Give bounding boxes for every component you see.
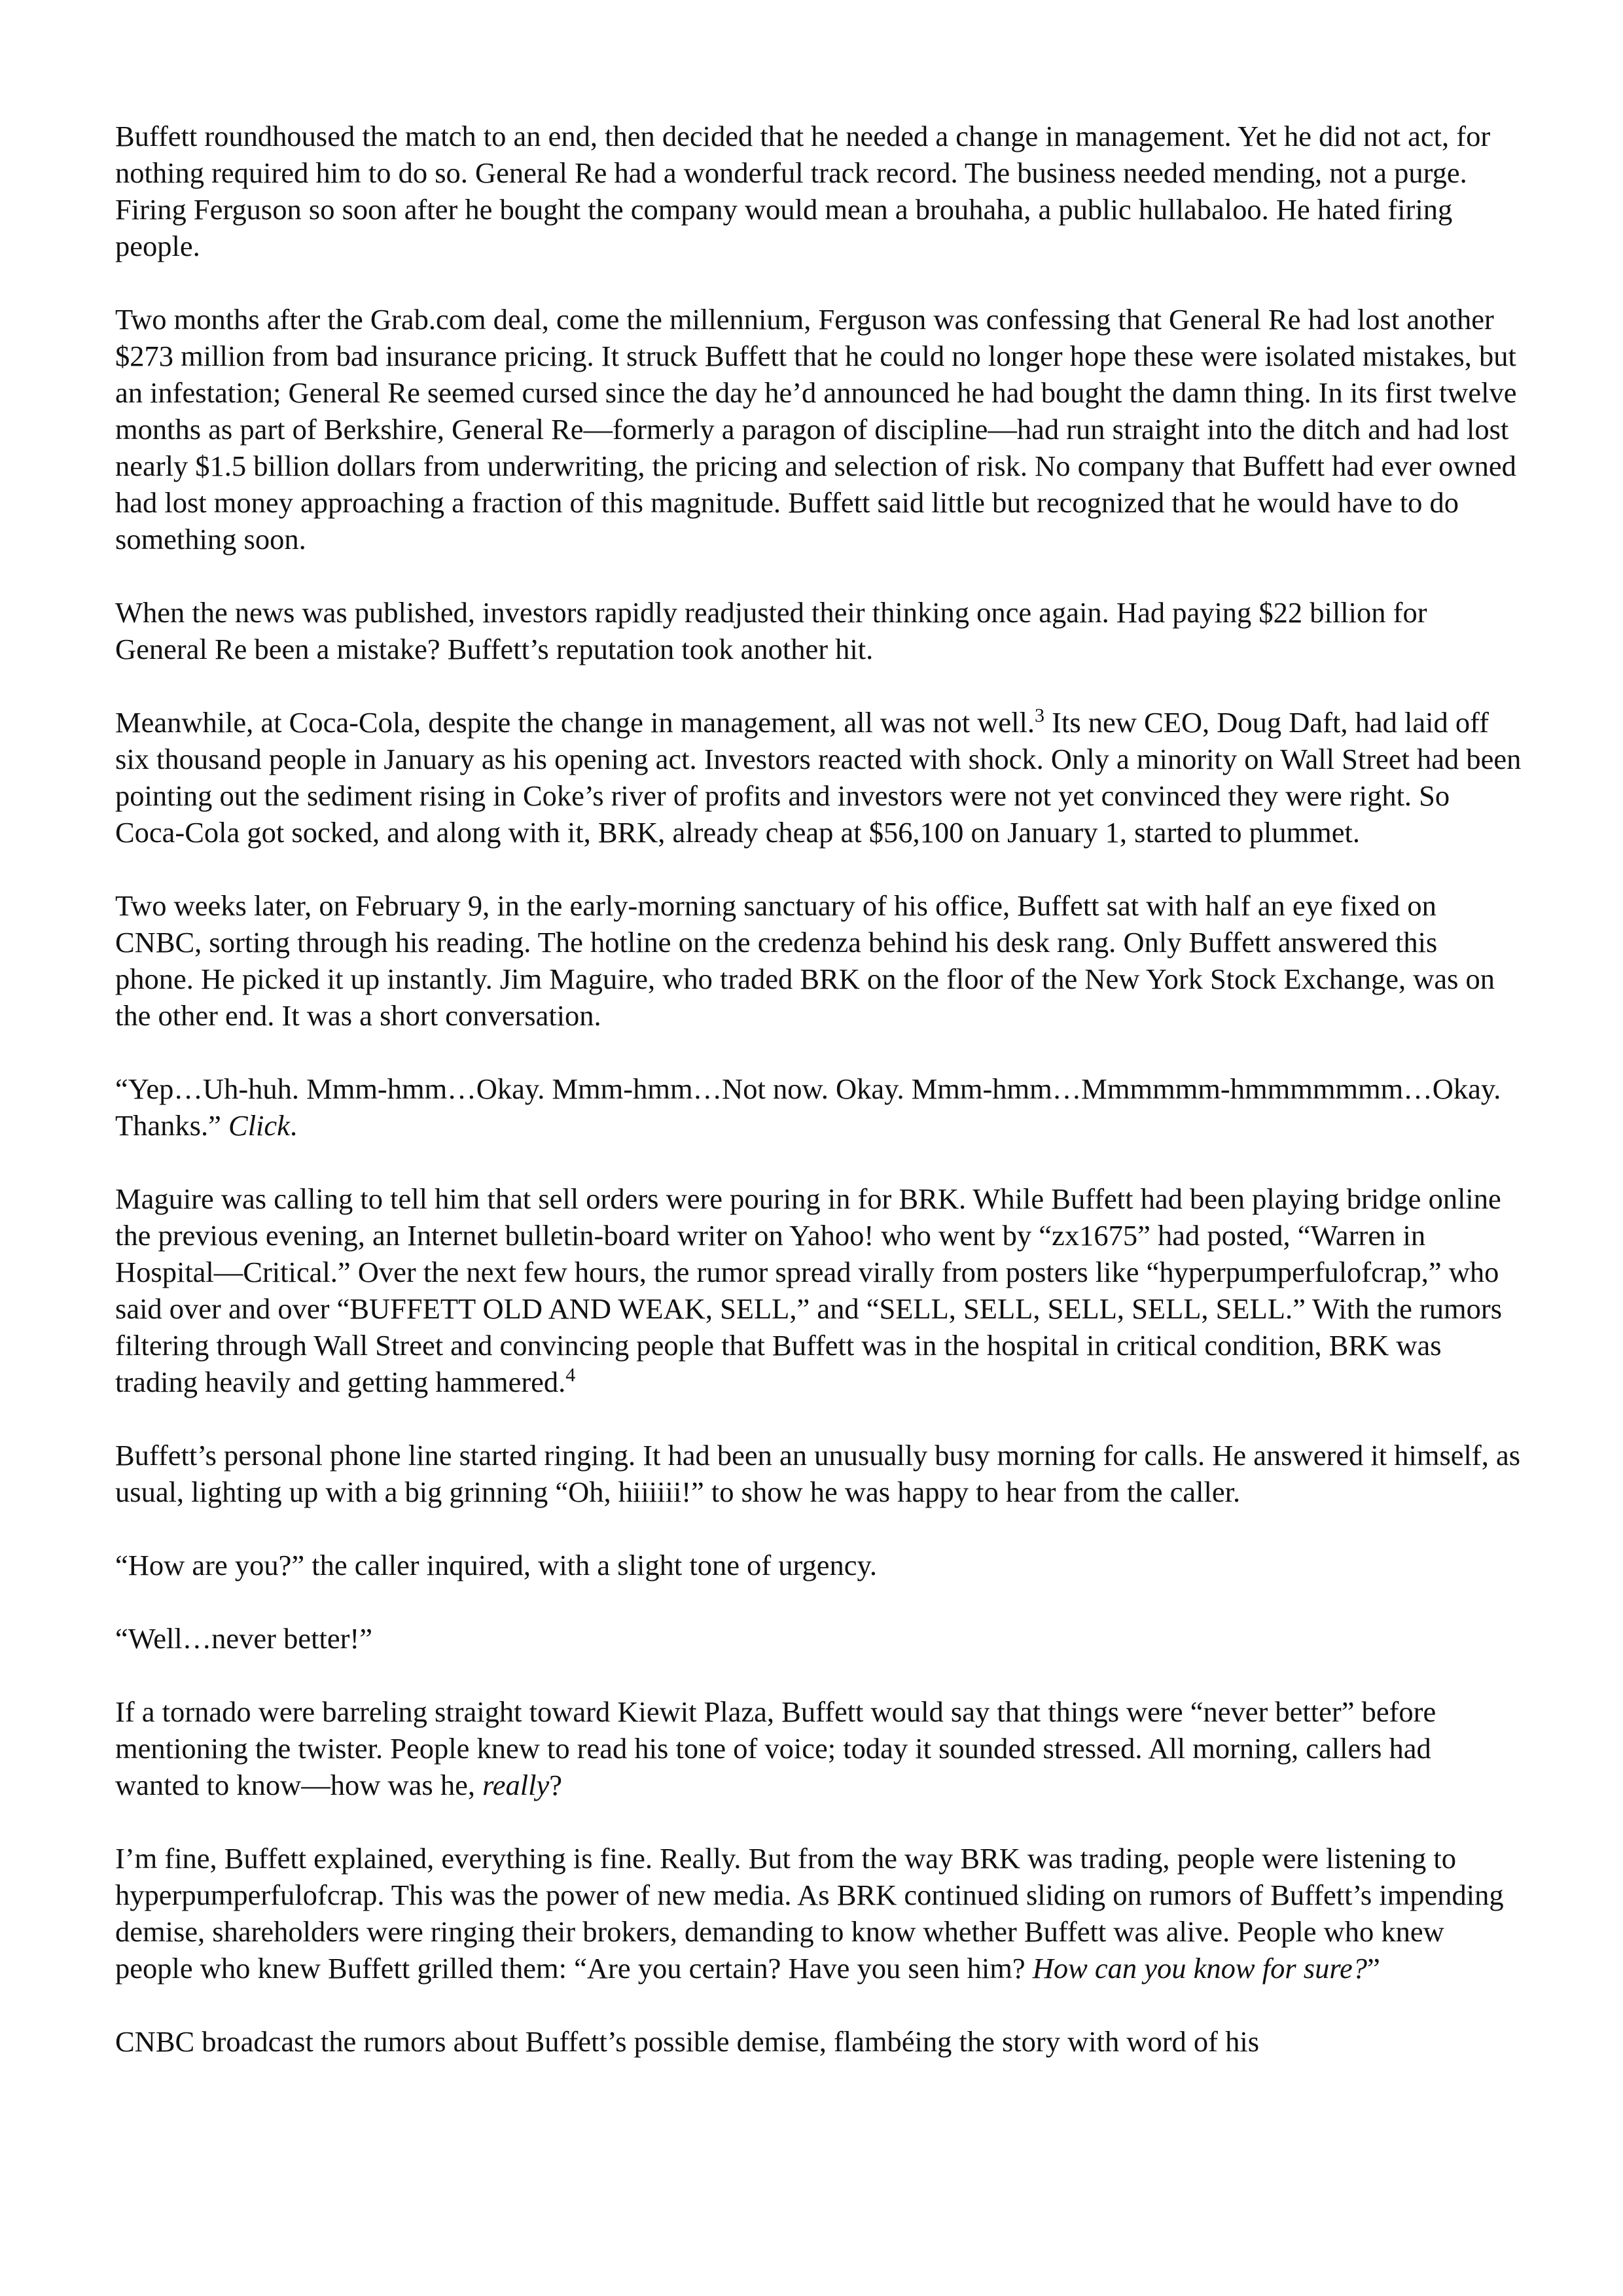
paragraph-text: ” [1367, 1952, 1380, 1985]
paragraph-4 [115, 704, 1522, 851]
paragraph-text: Two weeks later, on February 9, in the early-morning sanctuary of his office, Buffett sat with half an eye fixed on CNBC, sorting through his reading. The hotline on the credenza behind his desk rang. Only Buffett answered this phone. He picked it up instantly. Jim Maguire, who traded BRK on the floor of the New York Stock Exchange, was on the other end. It was a short conversation. [115, 889, 1495, 1032]
emphasis-text: Click [228, 1109, 290, 1142]
paragraph-text: Its new CEO, Doug Daft, had laid off six thousand people in January as his opening act. Investors reacted with shock. Only a minority on Wall Street had been pointing out the sediment rising in Coke’s river of profits and investors were not yet convinced they were right. So Coca-Cola got socked, and along with it, BRK, already cheap at $56,100 on January 1, started to plummet. [115, 706, 1522, 849]
paragraph-9 [115, 1547, 1522, 1583]
paragraph-12 [115, 1840, 1522, 1987]
paragraph-text: Maguire was calling to tell him that sell orders were pouring in for BRK. While Buffett had been playing bridge online the previous evening, an Internet bulletin-board writer on Yahoo! who went by “zx1675” had posted, “Warren in Hospital—Critical.” Over the next few hours, the rumor spread virally from posters like “hyperpumperfulofcrap,” who said over and over “BUFFETT OLD AND WEAK, SELL,” and “SELL, SELL, SELL, SELL, SELL.” With the rumors filtering through Wall Street and convincing people that Buffett was in the hospital in critical condition, BRK was trading heavily and getting hammered. [115, 1182, 1503, 1398]
paragraph-text: CNBC broadcast the rumors about Buffett’s possible demise, flambéing the story with word of his [115, 2025, 1260, 2058]
paragraph-text: “Well…never better!” [115, 1622, 372, 1655]
emphasis-text: really [482, 1769, 550, 1801]
paragraph-text: . [289, 1109, 298, 1142]
paragraph-text: “How are you?” the caller inquired, with a slight tone of urgency. [115, 1549, 878, 1581]
paragraph-text: Meanwhile, at Coca-Cola, despite the change in management, all was not well. [115, 706, 1035, 739]
paragraph-10 [115, 1620, 1522, 1657]
paragraph-text: When the news was published, investors rapidly readjusted their thinking once again. Had paying $22 billion for General Re been a mistake? Buffett’s reputation took another hit. [115, 596, 1427, 665]
document-page [115, 118, 1522, 2060]
paragraph-2 [115, 301, 1522, 557]
paragraph-text: I’m fine, Buffett explained, everything is fine. Really. But from the way BRK was trading, people were listening to hyperpumperfulofcrap. This was the power of new media. As BRK continued sliding on rumors of Buffett’s impending demise, shareholders were ringing their brokers, demanding to know whether Buffett was alive. People who knew people who knew Buffett grilled them: “Are you certain? Have you seen him? [115, 1842, 1504, 1985]
paragraph-13 [115, 2023, 1522, 2060]
paragraph-text: Buffett roundhoused the match to an end, then decided that he needed a change in management. Yet he did not act, for nothing required him to do so. General Re had a wonderful track record. The business needed mending, not a purge. Firing Ferguson so soon after he bought the company would mean a brouhaha, a public hullabaloo. He hated firing people. [115, 120, 1491, 262]
footnote-marker: 3 [1035, 705, 1045, 727]
paragraph-3 [115, 594, 1522, 667]
paragraph-8 [115, 1437, 1522, 1510]
paragraph-text: If a tornado were barreling straight toward Kiewit Plaza, Buffett would say that things were “never better” before mentioning the twister. People knew to read his tone of voice; today it sounded stressed. All morning, callers had wanted to know—how was he, [115, 1695, 1436, 1801]
paragraph-text: Buffett’s personal phone line started ringing. It had been an unusually busy morning for calls. He answered it himself, as usual, lighting up with a big grinning “Oh, hiiiiii!” to show he was happy to hear from the caller. [115, 1439, 1521, 1508]
paragraph-11 [115, 1693, 1522, 1803]
emphasis-text: How can you know for sure? [1032, 1952, 1368, 1985]
paragraph-text: Two months after the Grab.com deal, come the millennium, Ferguson was confessing that General Re had lost another $273 million from bad insurance pricing. It struck Buffett that he could no longer hope these were isolated mistakes, but an infestation; General Re seemed cursed since the day he’d announced he had bought the damn thing. In its first twelve months as part of Berkshire, General Re—formerly a paragon of discipline—had run straight into the ditch and had lost nearly $1.5 billion dollars from underwriting, the pricing and selection of risk. No company that Buffett had ever owned had lost money approaching a fraction of this magnitude. Buffett said little but recognized that he would have to do something soon. [115, 303, 1517, 556]
paragraph-7 [115, 1180, 1522, 1400]
paragraph-text: ? [549, 1769, 563, 1801]
paragraph-5 [115, 887, 1522, 1034]
footnote-marker: 4 [565, 1364, 576, 1386]
paragraph-6 [115, 1070, 1522, 1144]
paragraph-1 [115, 118, 1522, 264]
paragraph-text: “Yep…Uh-huh. Mmm-hmm…Okay. Mmm-hmm…Not now. Okay. Mmm-hmm…Mmmmmm-hmmmmmmm…Okay. Thanks.” [115, 1072, 1501, 1142]
